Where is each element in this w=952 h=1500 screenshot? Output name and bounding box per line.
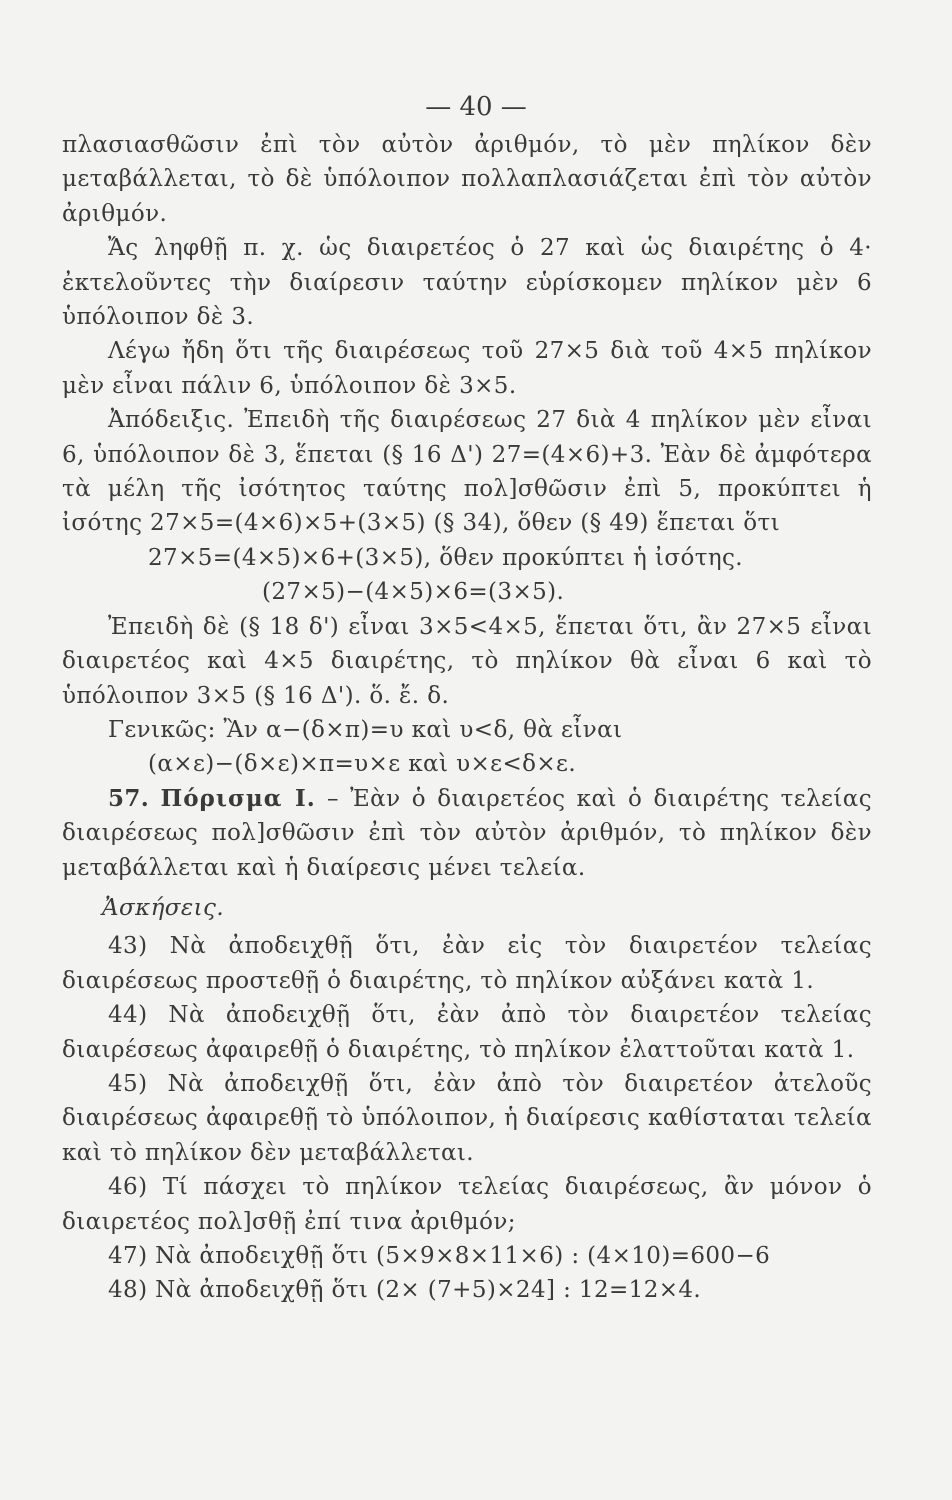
paragraph-proof: Ἀπόδειξις. Ἐπειδὴ τῆς διαιρέσεως 27 διὰ 4 πηλίκον μὲν εἶναι 6, ὑπόλοιπον δὲ 3, ἕπεται (§ 16 Δ') 27=(4×6)+3. Ἐὰν δὲ ἀμφότερα τὰ μέλη τῆς ἰσότητος ταύτης πολ]σθῶσιν ἐπὶ 5, προκύπτει ἡ ἰσότης 27×5=(4×6)×5+(3×5) (§ 34), ὅθεν (§ 49) ἕπεται ὅτι: [62, 407, 872, 537]
paragraph-general: Γενικῶς: Ἂν α−(δ×π)=υ καὶ υ<δ, θὰ εἶναι: [108, 716, 623, 743]
exercise-item: 47) Νὰ ἀποδειχθῇ ὅτι (5×9×8×11×6) : (4×10)=600−6: [108, 1243, 771, 1269]
exercise-item: 48) Νὰ ἀποδειχθῇ ὅτι (2× (7+5)×24] : 12=12×4.: [108, 1277, 702, 1304]
exercises-heading: Ἀσκήσεις.: [102, 894, 225, 921]
exercise-item: 46) Τί πάσχει τὸ πηλίκον τελείας διαιρέσεως, ἂν μόνον ὁ διαιρετέος πολ]σθῇ ἐπί τινα ἀριθμόν;: [62, 1174, 872, 1235]
section-title: Πόρισμα I.: [160, 784, 316, 812]
exercise-item: 43) Νὰ ἀποδειχθῇ ὅτι, ἐὰν εἰς τὸν διαιρετέον τελείας διαιρέσεως προστεθῇ ὁ διαιρέτης, τὸ πηλίκον αὐξάνει κατὰ 1.: [62, 933, 872, 994]
text-body: [62, 128, 872, 1308]
page-number: — 40 —: [425, 92, 527, 122]
exercise-item: 44) Νὰ ἀποδειχθῇ ὅτι, ἐὰν ἀπὸ τὸν διαιρετέον τελείας διαιρέσεως ἀφαιρεθῇ ὁ διαιρέτης, τὸ πηλίκον ἐλαττοῦται κατὰ 1.: [62, 1002, 872, 1063]
formula-line: (27×5)−(4×5)×6=(3×5).: [262, 579, 565, 606]
formula-line: (α×ε)−(δ×ε)×π=υ×ε καὶ υ×ε<δ×ε.: [148, 751, 577, 778]
paragraph-example: Ἄς ληφθῇ π. χ. ὡς διαιρετέος ὁ 27 καὶ ὡς διαιρέτης ὁ 4· ἐκτελοῦντες τὴν διαίρεσιν ταύτην εὑρίσκομεν πηλίκον μὲν 6 ὑπόλοιπον δὲ 3.: [62, 235, 872, 331]
section-number: 57.: [108, 784, 150, 812]
section-text: – Ἐὰν ὁ διαιρετέος καὶ ὁ διαιρέτης τελείας διαιρέσεως πολ]σθῶσιν ἐπὶ τὸν αὐτὸν ἀριθμόν, τὸ πηλίκον δὲν μεταβάλλεται καὶ ἡ διαίρεσις μένει τελεία.: [62, 785, 872, 881]
formula-line: 27×5=(4×5)×6+(3×5), ὅθεν προκύπτει ἡ ἰσότης.: [148, 544, 743, 571]
paragraph-conclusion: Ἐπειδὴ δὲ (§ 18 δ') εἶναι 3×5<4×5, ἕπεται ὅτι, ἂν 27×5 εἶναι διαιρετέος καὶ 4×5 διαιρέτης, τὸ πηλίκον θὰ εἶναι 6 καὶ τὸ ὑπόλοιπον 3×5 (§ 16 Δ'). ὅ. ἔ. δ.: [62, 613, 872, 709]
paragraph-continuation: πλασιασθῶσιν ἐπὶ τὸν αὐτὸν ἀριθμόν, τὸ μὲν πηλίκον δὲν μεταβάλλεται, τὸ δὲ ὑπόλοιπον πολλαπλασιάζεται ἐπὶ τὸν αὐτὸν ἀριθμόν.: [62, 132, 872, 227]
exercise-item: 45) Νὰ ἀποδειχθῇ ὅτι, ἐὰν ἀπὸ τὸν διαιρετέον ἀτελοῦς διαιρέσεως ἀφαιρεθῇ τὸ ὑπόλοιπον, ἡ διαίρεσις καθίσταται τελεία καὶ τὸ πηλίκον δὲν μεταβάλλεται.: [62, 1070, 872, 1166]
paragraph-claim: Λέγω ἤδη ὅτι τῆς διαιρέσεως τοῦ 27×5 διὰ τοῦ 4×5 πηλίκον μὲν εἶναι πάλιν 6, ὑπόλοιπον δὲ 3×5.: [62, 338, 872, 399]
section-corollary: [62, 782, 872, 885]
